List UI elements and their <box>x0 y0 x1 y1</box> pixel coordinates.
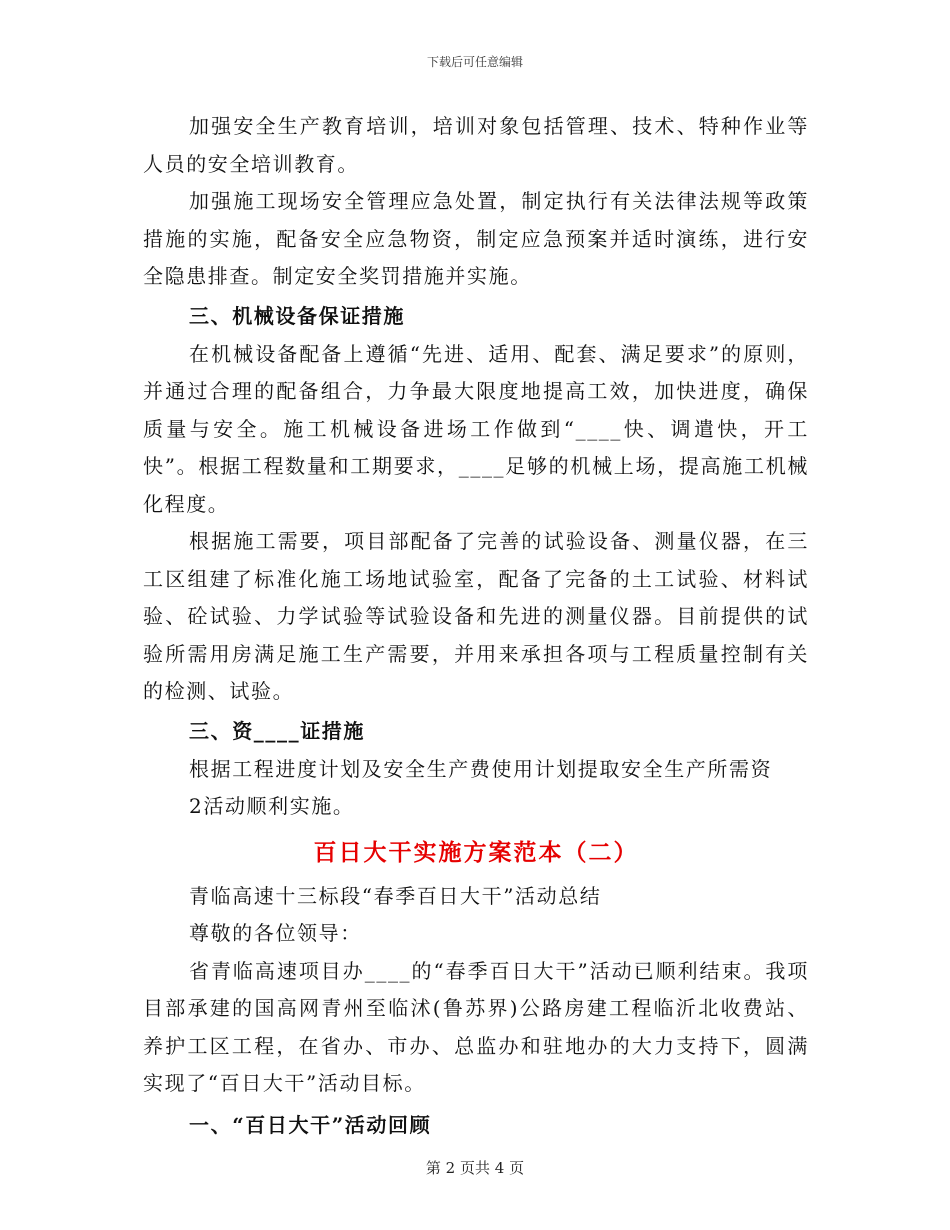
paragraph: 根据工程进度计划及安全生产费使用计划提取安全生产所需资 <box>189 756 773 781</box>
section-heading: 一、“百日大干”活动回顾 <box>189 1112 432 1137</box>
paragraph: 省青临高速项目办____的“春季百日大干”活动已顺利结束。我项目部承建的国高网青州至临沭(鲁苏界)公路房建工程临沂北收费站、养护工区工程，在省办、市办、总监办和驻地办的大力支持下，圆满实现了“百日大干”活动目标。 <box>143 958 809 1095</box>
page-footer: 第 2 页共 4 页 <box>425 1159 525 1177</box>
paragraph: 2活动顺利实施。 <box>189 794 355 818</box>
paragraph: 加强施工现场安全管理应急处置，制定执行有关法律法规等政策措施的实施，配备安全应急物资，制定应急预案并适时演练，进行安全隐患排查。制定安全奖罚措施并实施。 <box>143 189 809 288</box>
document-title: 百日大干实施方案范本（二） <box>313 838 639 866</box>
paragraph: 在机械设备配备上遵循“先进、适用、配套、满足要求”的原则，并通过合理的配备组合，力争最大限度地提高工效，加快进度，确保质量与安全。施工机械设备进场工作做到“____快、调遣快，开工快”。根据工程数量和工期要求，____足够的机械上场，提高施工机械化程度。 <box>143 341 809 516</box>
section-heading: 三、资____证措施 <box>189 718 365 743</box>
page-header: 下载后可任意编辑 <box>426 55 523 69</box>
paragraph: 青临高速十三标段“春季百日大干”活动总结 <box>189 883 602 908</box>
paragraph: 尊敬的各位领导： <box>189 921 362 945</box>
section-heading: 三、机械设备保证措施 <box>189 303 405 328</box>
paragraph: 加强安全生产教育培训，培训对象包括管理、技术、特种作业等人员的安全培训教育。 <box>143 114 809 176</box>
paragraph: 根据施工需要，项目部配备了完善的试验设备、测量仪器，在三工区组建了标准化施工场地试验室，配备了完备的土工试验、材料试验、砼试验、力学试验等试验设备和先进的测量仪器。目前提供的试验所需用房满足施工生产需要，并用来承担各项与工程质量控制有关的检测、试验。 <box>143 529 809 703</box>
document-body <box>143 108 809 1145</box>
